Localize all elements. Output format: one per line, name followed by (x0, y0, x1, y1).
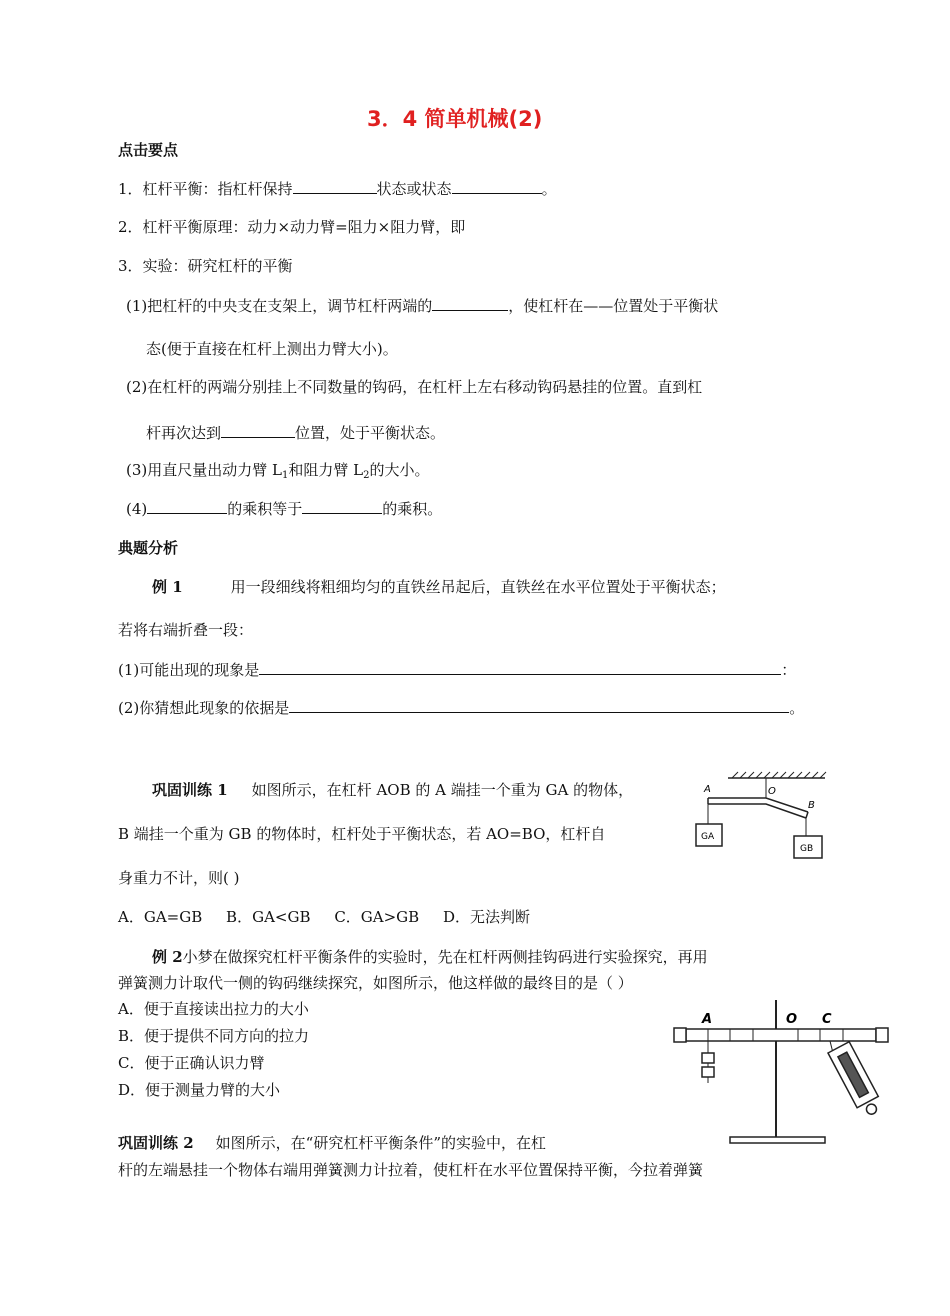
subscript: 1 (281, 470, 289, 481)
label-c: C (822, 1012, 832, 1027)
example-2-option-d: D．便于测量力臂的大小 (118, 1081, 281, 1099)
example-1-question-1 (118, 659, 796, 680)
key-point-1-mid: 状态或状态 (376, 180, 452, 198)
lever-figure-2 (668, 995, 893, 1147)
key-point-1-end: 。 (541, 180, 557, 198)
blank (289, 697, 789, 713)
label-o: O (768, 786, 776, 797)
experiment-step-2-line2 (146, 422, 445, 443)
lever-figure-1 (690, 770, 840, 862)
practice-1-line2: B 端挂一个重为 GB 的物体时，杠杆处于平衡状态，若 AO=BO，杠杆自 (118, 825, 606, 843)
example-2-option-c: C．便于正确认识力臂 (118, 1054, 265, 1072)
step-4-mid: 的乘积等于 (227, 500, 303, 518)
step-4-text: (4) (126, 500, 148, 518)
page-title: 3．4 简单机械(2) (367, 107, 543, 131)
balance-nut-left (674, 1028, 686, 1042)
ceiling-hatch (732, 772, 826, 778)
subscript: 2 (363, 470, 370, 481)
question-2-text: (2)你猜想此现象的依据是 (118, 699, 290, 717)
practice-1-text: 如图所示，在杠杆 AOB 的 A 端挂一个重为 GA 的物体， (251, 781, 634, 799)
blank (432, 295, 508, 311)
key-point-1 (118, 178, 557, 199)
label-a: A (704, 784, 711, 795)
blank (302, 498, 382, 514)
blank (221, 422, 295, 438)
example-2 (152, 947, 708, 967)
lever-bar (686, 1029, 876, 1041)
step-1-text: (1)把杠杆的中央支在支架上，调节杠杆两端的 (126, 297, 433, 315)
experiment-step-1-line2: 态(便于直接在杠杆上测出力臂大小)。 (146, 340, 398, 358)
stand-base (730, 1137, 825, 1143)
step-2-text-end: 位置，处于平衡状态。 (295, 424, 446, 442)
question-2-end: 。 (789, 699, 805, 717)
practice-2 (118, 1133, 546, 1153)
experiment-step-1 (126, 295, 718, 316)
blank (293, 178, 377, 194)
hook-weight-1 (702, 1053, 714, 1063)
blank (452, 178, 542, 194)
step-4-end: 的乘积。 (382, 500, 443, 518)
example-1-question-2 (118, 697, 804, 718)
label-gb: GB (800, 844, 814, 854)
practice-1-options: A．GA=GB B．GA<GB C．GA>GB D．无法判断 (118, 908, 531, 926)
lever-bar-top (708, 798, 808, 812)
key-point-3: 3．实验：研究杠杆的平衡 (118, 257, 293, 275)
section-heading-analysis: 典题分析 (118, 539, 179, 557)
experiment-step-2: (2)在杠杆的两端分别挂上不同数量的钩码，在杠杆上左右移动钩码悬挂的位置。直到杠 (126, 378, 703, 396)
label-ga: GA (701, 832, 715, 842)
step-2-text: 杆再次达到 (146, 424, 222, 442)
practice-2-text: 如图所示，在“研究杠杆平衡条件”的实验中，在杠 (215, 1134, 547, 1152)
example-1-label: 例 1 (152, 578, 183, 596)
key-point-2: 2．杠杆平衡原理：动力×动力臂=阻力×阻力臂，即 (118, 218, 466, 236)
example-2-label: 例 2 (152, 948, 183, 966)
example-2-text: 小梦在做探究杠杆平衡条件的实验时，先在杠杆两侧挂钩码进行实验探究，再用 (182, 948, 708, 966)
example-2-option-b: B．便于提供不同方向的拉力 (118, 1027, 310, 1045)
spring-scale (828, 1042, 884, 1119)
blank (259, 659, 781, 675)
key-point-1-text: 1．杠杆平衡：指杠杆保持 (118, 180, 293, 198)
experiment-step-4 (126, 498, 442, 519)
example-1-line2: 若将右端折叠一段： (118, 621, 254, 639)
practice-2-line2: 杆的左端悬挂一个物体右端用弹簧测力计拉着，使杠杆在水平位置保持平衡，今拉着弹簧 (118, 1161, 704, 1179)
step-3-end: 的大小。 (369, 461, 430, 479)
experiment-step-3 (126, 460, 429, 486)
step-3-mid: 和阻力臂 L (288, 461, 364, 479)
example-2-line2: 弹簧测力计取代一侧的钩码继续探究，如图所示，他这样做的最终目的是（ ） (118, 974, 633, 992)
label-o: O (786, 1012, 798, 1027)
blank (147, 498, 227, 514)
question-1-end: ： (781, 661, 797, 679)
example-1-text: 用一段细线将粗细均匀的直铁丝吊起后，直铁丝在水平位置处于平衡状态； (230, 578, 726, 596)
step-1-text-end: ，使杠杆在——位置处于平衡状 (508, 297, 719, 315)
practice-1-label: 巩固训练 1 (152, 781, 228, 799)
practice-1 (152, 780, 633, 800)
step-3-text: (3)用直尺量出动力臂 L (126, 461, 282, 479)
example-2-option-a: A．便于直接读出拉力的大小 (118, 1000, 309, 1018)
label-b: B (808, 800, 815, 811)
hook-weight-2 (702, 1067, 714, 1077)
balance-nut-right (876, 1028, 888, 1042)
practice-1-line3: 身重力不计，则( ) (118, 869, 240, 887)
practice-2-label: 巩固训练 2 (118, 1134, 194, 1152)
label-a: A (702, 1012, 713, 1027)
lever-end-b (806, 812, 808, 818)
section-heading-key-points: 点击要点 (118, 141, 179, 159)
question-1-text: (1)可能出现的现象是 (118, 661, 260, 679)
example-1 (152, 577, 726, 597)
